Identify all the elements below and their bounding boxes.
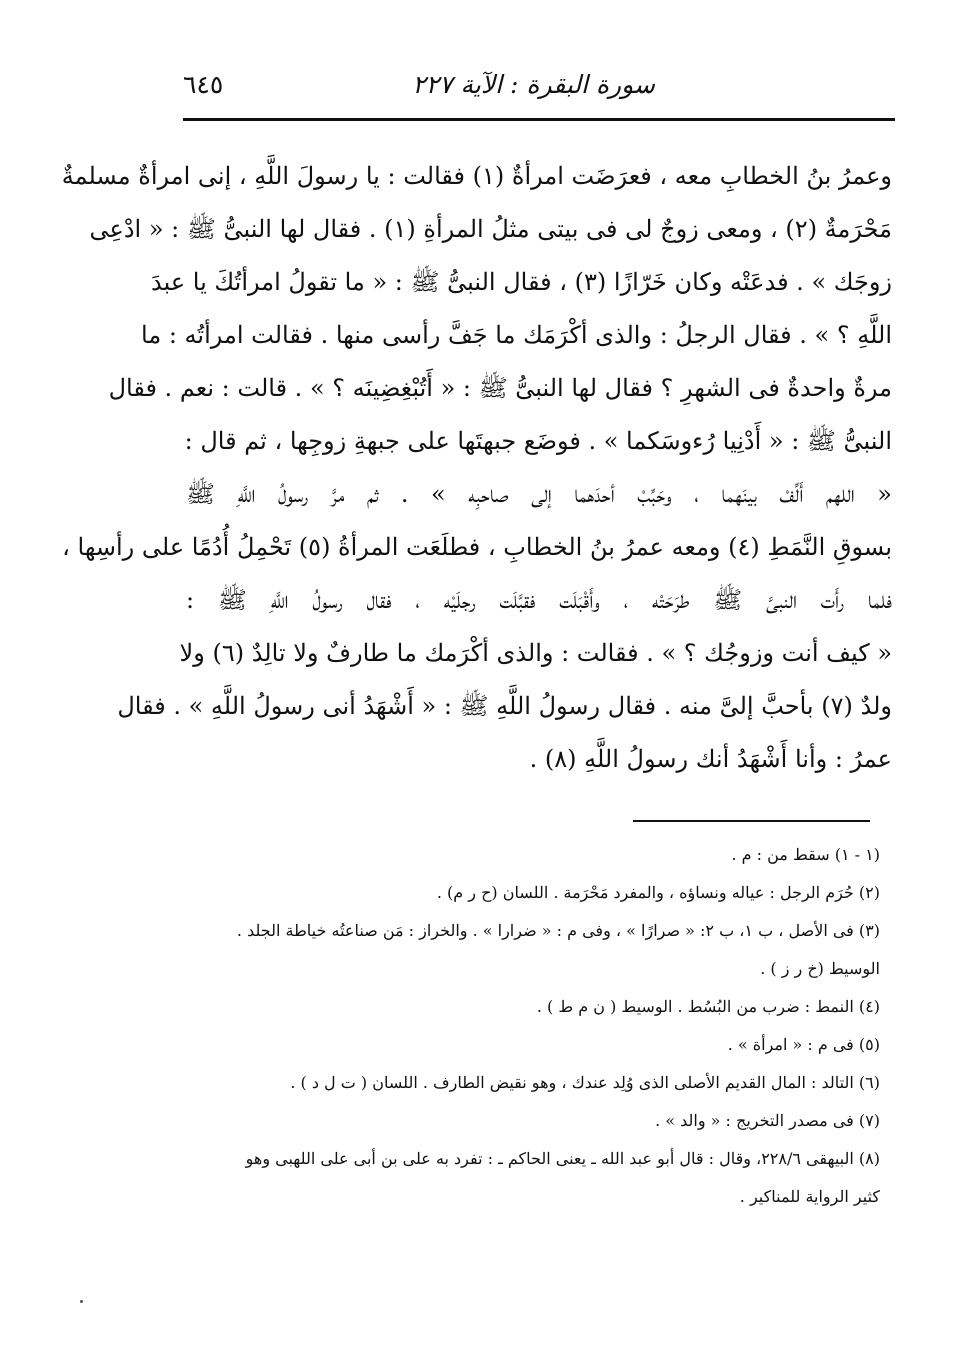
text-line: فلما رأَت النبىَّ ﷺ طرَحَتْه ، وأَقْبَلَت فقبَّلَت رجلَيْه ، فقال رسولُ اللَّهِ ﷺ : bbox=[186, 586, 892, 614]
footnote-line: (١ - ١) سقط من : م . bbox=[731, 845, 880, 864]
text-line: مرةٌ واحدةٌ فى الشهرِ ؟ فقال لها النبىُّ ﷺ : « أَتُبْغِضِينَه ؟ » . قالت : نعم . فقال bbox=[108, 374, 892, 402]
text-line: وعمرُ بنُ الخطابِ معه ، فعرَضَت امرأةٌ (١) فقالت : يا رسولَ اللَّهِ ، إنى امرأةٌ مسلمةٌ bbox=[61, 162, 892, 190]
running-header bbox=[183, 66, 895, 114]
footnote-line: (٤) النمط : ضرب من البُسُط . الوسيط ( ن م ط ) . bbox=[536, 997, 880, 1016]
scan-speck bbox=[80, 1300, 83, 1303]
text-line: عمرُ : وأنا أَشْهَدُ أنك رسولُ اللَّهِ (٨) . bbox=[529, 745, 892, 773]
footnote-line: (٥) فى م : « امرأة » . bbox=[727, 1035, 880, 1054]
footnotes bbox=[190, 836, 880, 1216]
surah-title: سورة البقرة : الآية ٢٢٧ bbox=[412, 70, 655, 99]
text-line: النبىُّ ﷺ : « أَدْنِيا رُءوسَكما » . فوضَع جبهتَها على جبهةِ زوجِها ، ثم قال : bbox=[184, 427, 892, 455]
footnote-separator bbox=[633, 820, 870, 822]
footnote-line: (٦) التالد : المال القديم الأصلى الذى وُلِد عندك ، وهو نقيض الطارف . اللسان ( ت ل د ) . bbox=[290, 1073, 880, 1092]
text-line: اللَّهِ ؟ » . فقال الرجلُ : والذى أكْرَمَك ما جَفَّ رأسى منها . فقالت امرأتُه : ما bbox=[141, 321, 892, 349]
footnote-line: (٣) فى الأصل ، ب ١، ب ٢: « صرارًا » ، وفى م : « ضرارا » . والخراز : مَن صناعتُه خياطة الجلد . bbox=[236, 921, 880, 940]
header-rule bbox=[183, 118, 895, 121]
main-text bbox=[61, 150, 892, 786]
text-line: زوجَك » . فدعَتْه وكان خَرّازًا (٣) ، فقال النبىُّ ﷺ : « ما تقولُ امرأتُكَ يا عبدَ bbox=[151, 268, 892, 296]
footnote-line: (٢) حُرَم الرجل : عياله ونساؤه ، والمفرد مَحْرَمة . اللسان (ح ر م) . bbox=[436, 883, 880, 902]
footnote-line: (٨) البيهقى ٢٢٨/٦، وقال : قال أبو عبد الله ـ يعنى الحاكم ـ : تفرد به على بن أبى على اللهبى وهو bbox=[245, 1149, 880, 1168]
footnote-line: كثير الرواية للمناكير . bbox=[739, 1187, 880, 1206]
text-line: مَحْرَمةٌ (٢) ، ومعى زوجٌ لى فى بيتى مثلُ المرأةِ (١) . فقال لها النبىُّ ﷺ : « ادْعِى bbox=[89, 215, 892, 243]
text-line: « اللهم أَلِّفْ بينَهما ، وحَبِّبْ أحدَهما إلى صاحبِه » . ثم مرَّ رسولُ اللَّهِ ﷺ bbox=[186, 480, 892, 508]
page-number: ٦٤٥ bbox=[183, 70, 224, 99]
footnote-line: الوسيط (خ ر ز ) . bbox=[760, 959, 880, 978]
text-line: « كيف أنت وزوجُك ؟ » . فقالت : والذى أكْرَمك ما طارفٌ ولا تالِدٌ (٦) ولا bbox=[179, 639, 892, 667]
text-line: ولدٌ (٧) بأحبَّ إلىَّ منه . فقال رسولُ اللَّهِ ﷺ : « أَشْهَدُ أنى رسولُ اللَّهِ » . فقال bbox=[117, 692, 892, 720]
text-line: بسوقِ النَّمَطِ (٤) ومعه عمرُ بنُ الخطابِ ، فطلَعَت المرأةُ (٥) تَحْمِلُ أُدُمًا على رأسِها ، bbox=[62, 533, 892, 561]
footnote-line: (٧) فى مصدر التخريج : « والد » . bbox=[655, 1111, 880, 1130]
